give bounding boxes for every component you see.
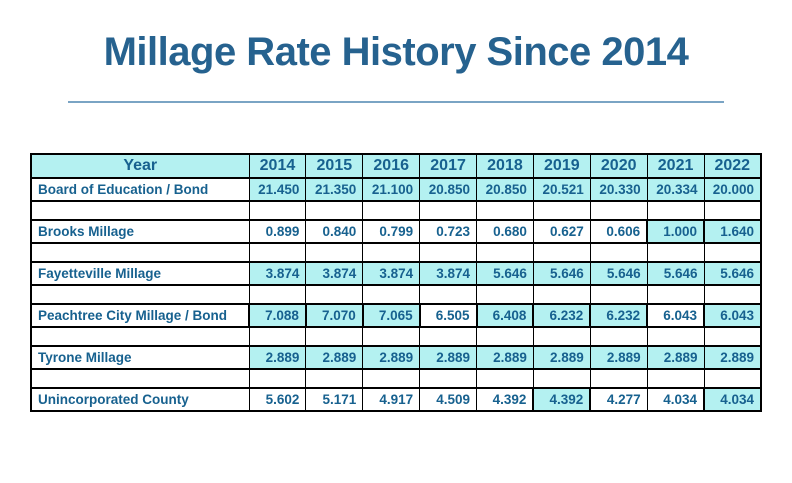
value-cell: 21.100 (363, 178, 420, 201)
row-label: Brooks Millage (31, 220, 249, 243)
value-cell: 2.889 (647, 346, 704, 369)
value-cell: 4.392 (533, 388, 590, 411)
year-column-header: 2019 (533, 154, 590, 178)
value-cell: 6.043 (647, 304, 704, 327)
spacer-cell (477, 369, 534, 388)
spacer-cell (477, 201, 534, 220)
value-cell: 4.917 (363, 388, 420, 411)
spacer-cell (249, 369, 306, 388)
spacer-row (31, 243, 761, 262)
value-cell: 2.889 (420, 346, 477, 369)
row-label: Tyrone Millage (31, 346, 249, 369)
spacer-row (31, 327, 761, 346)
value-cell: 20.850 (477, 178, 534, 201)
spacer-cell (249, 327, 306, 346)
value-cell: 7.088 (249, 304, 306, 327)
spacer-cell (704, 243, 761, 262)
value-cell: 3.874 (249, 262, 306, 285)
table-header-row (31, 154, 761, 178)
spacer-cell (533, 285, 590, 304)
spacer-cell (306, 369, 363, 388)
spacer-cell (420, 201, 477, 220)
table-row (31, 304, 761, 327)
value-cell: 1.640 (704, 220, 761, 243)
table-row (31, 178, 761, 201)
value-cell: 6.043 (704, 304, 761, 327)
value-cell: 2.889 (477, 346, 534, 369)
row-label: Board of Education / Bond (31, 178, 249, 201)
value-cell: 5.646 (647, 262, 704, 285)
spacer-cell (647, 369, 704, 388)
value-cell: 20.330 (590, 178, 647, 201)
spacer-cell (533, 369, 590, 388)
row-label: Peachtree City Millage / Bond (31, 304, 249, 327)
value-cell: 3.874 (420, 262, 477, 285)
value-cell: 4.034 (704, 388, 761, 411)
value-cell: 2.889 (533, 346, 590, 369)
millage-rate-table (30, 153, 762, 412)
year-column-header: 2022 (704, 154, 761, 178)
table-row (31, 388, 761, 411)
value-cell: 4.277 (590, 388, 647, 411)
value-cell: 0.899 (249, 220, 306, 243)
value-cell: 0.627 (533, 220, 590, 243)
spacer-cell (31, 327, 249, 346)
value-cell: 21.450 (249, 178, 306, 201)
value-cell: 7.065 (363, 304, 420, 327)
value-cell: 2.889 (306, 346, 363, 369)
value-cell: 2.889 (249, 346, 306, 369)
row-label: Unincorporated County (31, 388, 249, 411)
year-column-header: 2017 (420, 154, 477, 178)
value-cell: 6.232 (533, 304, 590, 327)
title-divider (68, 101, 724, 103)
spacer-cell (590, 327, 647, 346)
value-cell: 6.505 (420, 304, 477, 327)
value-cell: 4.392 (477, 388, 534, 411)
spacer-cell (306, 243, 363, 262)
value-cell: 20.521 (533, 178, 590, 201)
spacer-cell (31, 201, 249, 220)
value-cell: 5.171 (306, 388, 363, 411)
table-row (31, 262, 761, 285)
spacer-cell (31, 243, 249, 262)
value-cell: 0.840 (306, 220, 363, 243)
spacer-cell (590, 243, 647, 262)
spacer-cell (647, 285, 704, 304)
value-cell: 3.874 (306, 262, 363, 285)
spacer-cell (533, 243, 590, 262)
value-cell: 6.232 (590, 304, 647, 327)
year-column-header: 2016 (363, 154, 420, 178)
value-cell: 2.889 (704, 346, 761, 369)
value-cell: 4.509 (420, 388, 477, 411)
value-cell: 20.850 (420, 178, 477, 201)
value-cell: 1.000 (647, 220, 704, 243)
spacer-cell (590, 369, 647, 388)
spacer-cell (704, 201, 761, 220)
spacer-cell (647, 201, 704, 220)
spacer-cell (420, 285, 477, 304)
value-cell: 5.646 (477, 262, 534, 285)
value-cell: 3.874 (363, 262, 420, 285)
value-cell: 5.646 (590, 262, 647, 285)
value-cell: 0.723 (420, 220, 477, 243)
spacer-cell (420, 327, 477, 346)
table-row (31, 220, 761, 243)
spacer-cell (704, 327, 761, 346)
spacer-cell (477, 243, 534, 262)
spacer-cell (249, 285, 306, 304)
spacer-cell (533, 201, 590, 220)
spacer-cell (477, 285, 534, 304)
spacer-cell (363, 243, 420, 262)
spacer-cell (363, 327, 420, 346)
spacer-cell (704, 369, 761, 388)
value-cell: 20.334 (647, 178, 704, 201)
value-cell: 5.602 (249, 388, 306, 411)
spacer-cell (420, 369, 477, 388)
year-column-header: 2021 (647, 154, 704, 178)
year-column-header: 2014 (249, 154, 306, 178)
spacer-row (31, 285, 761, 304)
value-cell: 7.070 (306, 304, 363, 327)
value-cell: 5.646 (533, 262, 590, 285)
spacer-row (31, 369, 761, 388)
spacer-cell (306, 285, 363, 304)
spacer-cell (533, 327, 590, 346)
row-label: Fayetteville Millage (31, 262, 249, 285)
table-row (31, 346, 761, 369)
spacer-cell (590, 285, 647, 304)
value-cell: 4.034 (647, 388, 704, 411)
spacer-cell (363, 369, 420, 388)
value-cell: 2.889 (590, 346, 647, 369)
spacer-cell (420, 243, 477, 262)
spacer-row (31, 201, 761, 220)
value-cell: 0.680 (477, 220, 534, 243)
value-cell: 6.408 (477, 304, 534, 327)
value-cell: 0.606 (590, 220, 647, 243)
year-column-header: 2015 (306, 154, 363, 178)
spacer-cell (249, 243, 306, 262)
spacer-cell (704, 285, 761, 304)
spacer-cell (590, 201, 647, 220)
spacer-cell (363, 201, 420, 220)
page-title: Millage Rate History Since 2014 (103, 30, 689, 74)
spacer-cell (363, 285, 420, 304)
spacer-cell (249, 201, 306, 220)
value-cell: 20.000 (704, 178, 761, 201)
spacer-cell (477, 327, 534, 346)
spacer-cell (31, 369, 249, 388)
spacer-cell (647, 243, 704, 262)
spacer-cell (31, 285, 249, 304)
year-header-cell: Year (31, 154, 249, 178)
spacer-cell (306, 327, 363, 346)
spacer-cell (647, 327, 704, 346)
value-cell: 21.350 (306, 178, 363, 201)
year-column-header: 2020 (590, 154, 647, 178)
spacer-cell (306, 201, 363, 220)
value-cell: 5.646 (704, 262, 761, 285)
value-cell: 0.799 (363, 220, 420, 243)
year-column-header: 2018 (477, 154, 534, 178)
value-cell: 2.889 (363, 346, 420, 369)
